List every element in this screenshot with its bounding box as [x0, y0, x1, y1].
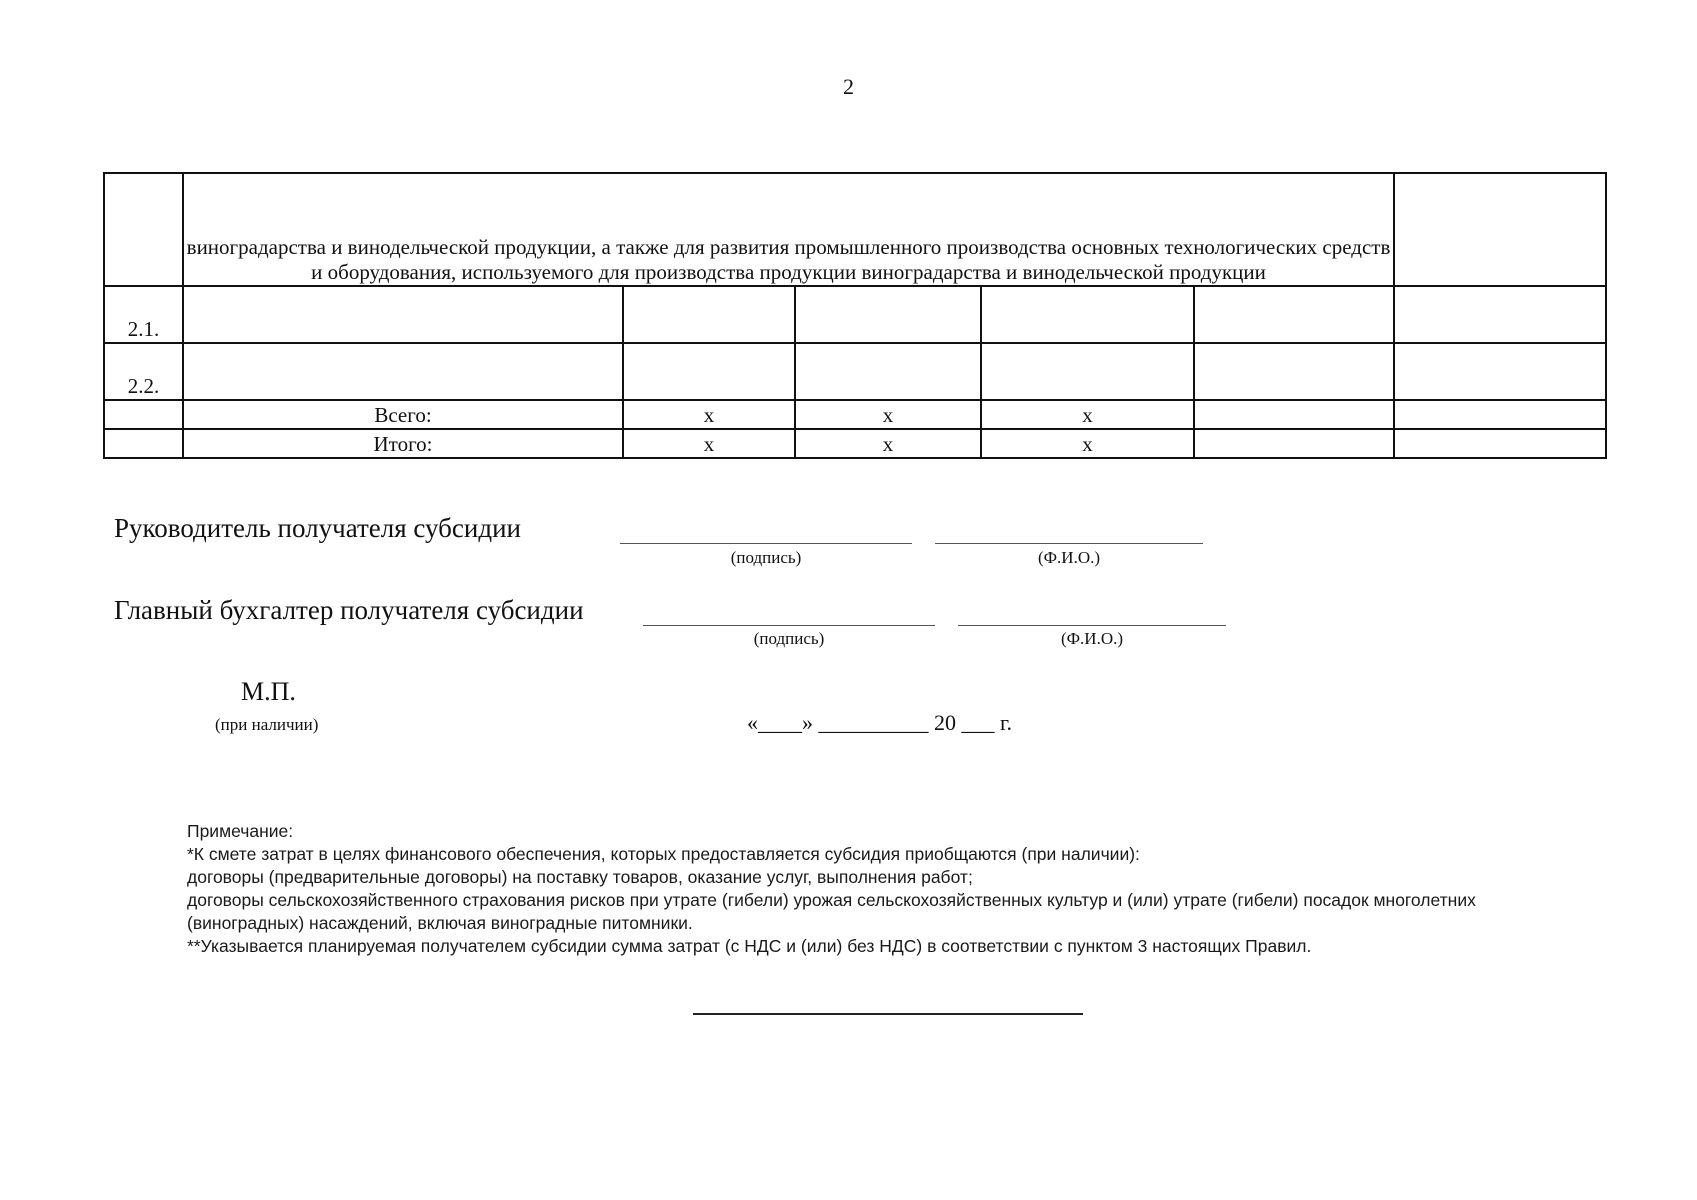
row-number: 2.1.: [104, 286, 183, 343]
table-cell: [1194, 429, 1394, 458]
table-cell: [1194, 400, 1394, 429]
table-cell: х: [795, 400, 981, 429]
section-text: виноградарства и винодельческой продукции, а также для развития промышленного производства основных технологических средств и оборудования, используемого для производства продукции виноградарства и винодельческой продукции: [183, 173, 1394, 286]
table-section-row: [104, 173, 1606, 286]
accountant-signature-caption: (подпись): [753, 629, 825, 648]
table-cell: [623, 343, 795, 400]
table-cell: [183, 343, 623, 400]
table-row: [104, 286, 1606, 343]
table-cell: [183, 286, 623, 343]
row-number: [104, 400, 183, 429]
notes-block: [187, 820, 1587, 958]
table-cell: [1394, 173, 1606, 286]
notes-line: договоры сельскохозяйственного страхования рисков при утрате (гибели) урожая сельскохозяйственных культур и (или) утрате (гибели) посадок многолетних (виноградных) насаждений, включая виноградные питомники.: [187, 890, 1476, 933]
table-cell: х: [981, 400, 1194, 429]
head-signature-line: [620, 543, 912, 544]
table-row: [104, 343, 1606, 400]
notes-line: **Указывается планируемая получателем субсидии сумма затрат (с НДС и (или) без НДС) в соответствии с пунктом 3 настоящих Правил.: [187, 936, 1312, 956]
notes-title: Примечание:: [187, 821, 294, 841]
accountant-name-line: [958, 625, 1226, 626]
table-cell: х: [981, 429, 1194, 458]
table-cell: [104, 173, 183, 286]
table-cell: [1394, 429, 1606, 458]
notes-line: договоры (предварительные договоры) на поставку товаров, оказание услуг, выполнения работ;: [187, 867, 973, 887]
table-cell: х: [795, 429, 981, 458]
notes-line: *К смете затрат в целях финансового обеспечения, которых предоставляется субсидия приобщаются (при наличии):: [187, 844, 1140, 864]
grand-total-label: Итого:: [183, 429, 623, 458]
head-signature-label: Руководитель получателя субсидии: [114, 513, 521, 543]
accountant-signature-line: [643, 625, 935, 626]
accountant-name-caption: (Ф.И.О.): [1060, 629, 1124, 648]
head-name-caption: (Ф.И.О.): [1037, 548, 1101, 567]
stamp-label: М.П.: [241, 677, 296, 706]
head-signature-caption: (подпись): [730, 548, 802, 567]
table-cell: х: [623, 400, 795, 429]
table-row-total: [104, 400, 1606, 429]
table-cell: [1194, 286, 1394, 343]
table-cell: [795, 286, 981, 343]
table-cell: [1394, 286, 1606, 343]
page-number: 2: [843, 74, 854, 99]
closing-rule: [693, 1013, 1083, 1015]
cost-estimate-table: [103, 172, 1607, 459]
table-cell: [623, 286, 795, 343]
stamp-note: (при наличии): [215, 715, 319, 734]
date-line: «____» __________ 20 ___ г.: [747, 710, 1013, 735]
head-name-line: [935, 543, 1203, 544]
table-cell: х: [623, 429, 795, 458]
total-label: Всего:: [183, 400, 623, 429]
accountant-signature-label: Главный бухгалтер получателя субсидии: [114, 595, 584, 625]
table-cell: [1394, 400, 1606, 429]
row-number: [104, 429, 183, 458]
table-row-grand-total: [104, 429, 1606, 458]
table-cell: [795, 343, 981, 400]
row-number: 2.2.: [104, 343, 183, 400]
table-cell: [981, 286, 1194, 343]
table-cell: [1194, 343, 1394, 400]
table-cell: [1394, 343, 1606, 400]
table-cell: [981, 343, 1194, 400]
